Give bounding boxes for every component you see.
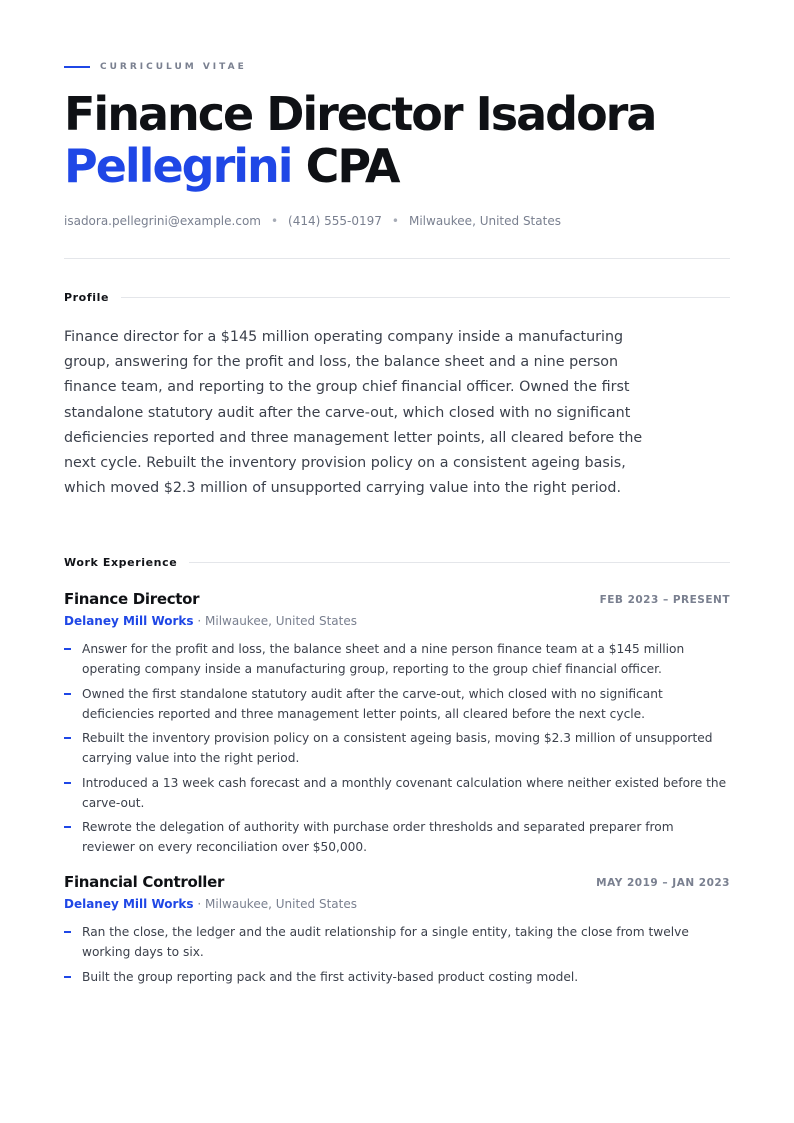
job-dates: MAY 2019 – JAN 2023	[596, 877, 730, 889]
experience-heading: Work Experience	[64, 556, 178, 569]
bullet-text: Answer for the profit and loss, the balance sheet and a nine person finance team at a $145 million operating company inside a manufacturing group, reporting to the group chief financial officer.	[82, 642, 685, 676]
bullet-dash	[64, 826, 71, 828]
job-bullets	[64, 639, 730, 862]
list-item	[64, 967, 730, 987]
job-company: Delaney Mill Works	[64, 614, 194, 628]
job-company: Delaney Mill Works	[64, 897, 194, 911]
header-divider	[64, 258, 730, 259]
job-bullets	[64, 922, 730, 991]
bullet-dash	[64, 976, 71, 978]
bullet-dash	[64, 931, 71, 933]
job-organization	[64, 614, 357, 628]
bullet-text: Rewrote the delegation of authority with purchase order thresholds and separated preparer from reviewer on every reconciliation over $50,000.	[82, 820, 674, 854]
name-line-2	[64, 140, 744, 192]
candidate-name	[64, 88, 744, 192]
profile-text: Finance director for a $145 million operating company inside a manufacturing group, answering for the profit and loss, the balance sheet and a nine person finance team, and reporting to the group chief financial officer. Owned the first standalone statutory audit after the carve-out, which closed with no significant deficiencies reported and three management letter points, all cleared before the next cycle. Rebuilt the inventory provision policy on a consistent ageing basis, which moved $2.3 million of unsupported carrying value into the right period.	[64, 329, 643, 497]
list-item	[64, 684, 730, 724]
profile-section-heading	[64, 291, 730, 304]
list-item	[64, 922, 730, 962]
contact-separator: •	[391, 214, 399, 228]
bullet-text: Rebuilt the inventory provision policy on a consistent ageing basis, moving $2.3 million of unsupported carrying value into the right period.	[82, 731, 713, 765]
section-rule	[121, 297, 730, 298]
list-item	[64, 773, 730, 813]
bullet-dash	[64, 782, 71, 784]
job-title: Finance Director	[64, 590, 200, 608]
eyebrow-label: CURRICULUM VITAE	[100, 62, 247, 72]
name-accent: Pellegrini	[64, 139, 292, 193]
job-location: · Milwaukee, United States	[197, 897, 357, 911]
contact-phone[interactable]: (414) 555-0197	[288, 214, 382, 228]
bullet-dash	[64, 648, 71, 650]
eyebrow-rule	[64, 66, 90, 68]
job-title: Financial Controller	[64, 873, 225, 891]
bullet-dash	[64, 693, 71, 695]
bullet-text: Owned the first standalone statutory audit after the carve-out, which closed with no significant deficiencies reported and three management letter points, all cleared before the next cycle.	[82, 686, 663, 721]
list-item	[64, 639, 730, 679]
list-item	[64, 728, 730, 768]
section-rule	[189, 562, 730, 563]
list-item	[64, 817, 730, 857]
contact-email[interactable]: isadora.pellegrini@example.com	[64, 214, 261, 228]
contact-line	[64, 214, 561, 228]
bullet-text: Built the group reporting pack and the first activity-based product costing model.	[82, 969, 579, 984]
bullet-text: Introduced a 13 week cash forecast and a monthly covenant calculation where neither existed before the carve-out.	[82, 775, 727, 810]
experience-section-heading	[64, 556, 730, 569]
profile-heading: Profile	[64, 291, 110, 304]
name-line-1: Finance Director Isadora	[64, 87, 656, 141]
job-organization	[64, 897, 357, 911]
bullet-dash	[64, 737, 71, 739]
eyebrow	[64, 62, 247, 72]
job-dates: FEB 2023 – PRESENT	[599, 594, 730, 606]
contact-location: Milwaukee, United States	[408, 214, 561, 228]
job-location: · Milwaukee, United States	[197, 614, 357, 628]
bullet-text: Ran the close, the ledger and the audit relationship for a single entity, taking the close from twelve working days to six.	[82, 925, 689, 959]
name-suffix: CPA	[305, 139, 399, 193]
contact-separator: •	[270, 214, 279, 228]
